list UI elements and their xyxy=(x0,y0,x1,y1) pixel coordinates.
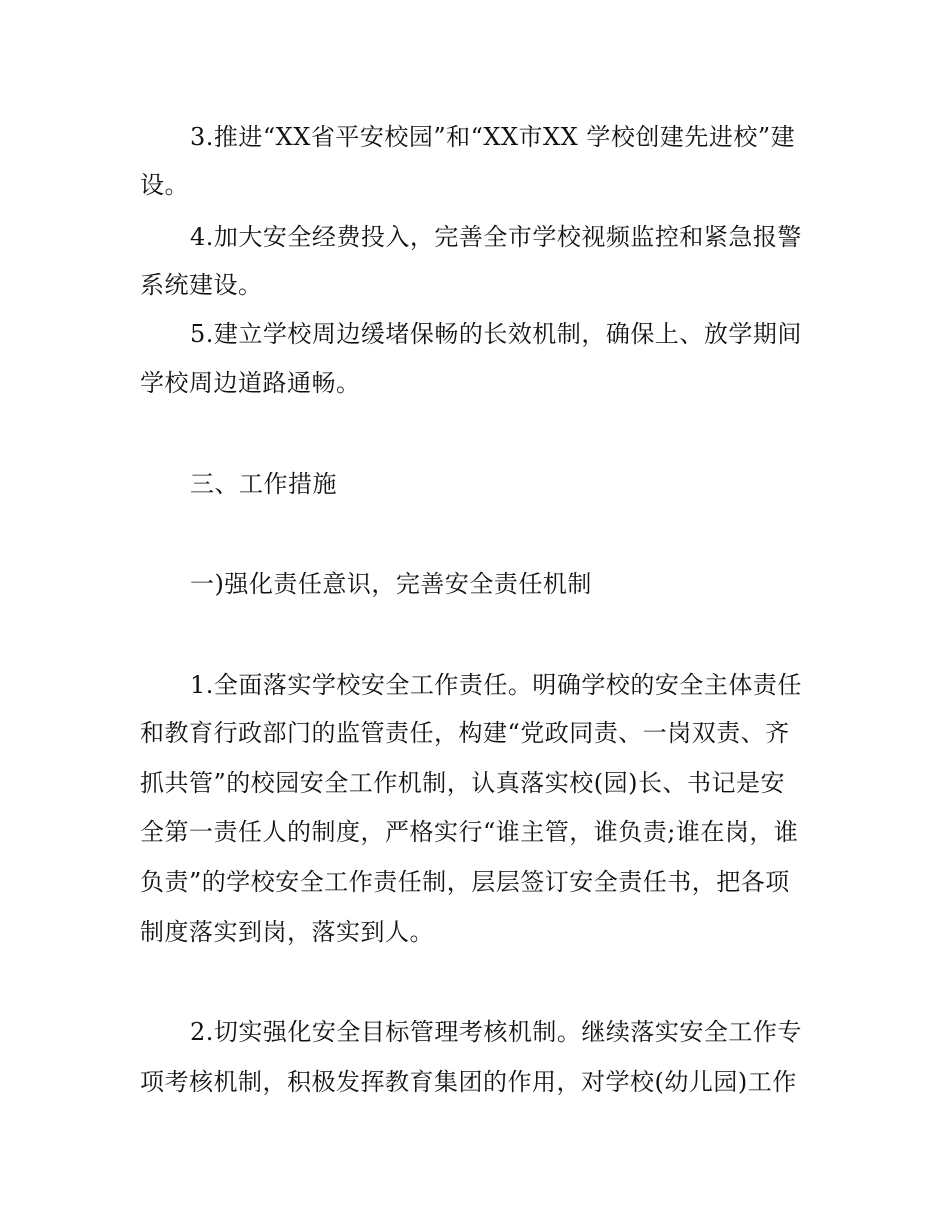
paragraph-line: 5.建立学校周边缓堵保畅的长效机制，确保上、放学期间 xyxy=(190,320,802,348)
paragraph-line: 负责”的学校安全工作责任制，层层签订安全责任书，把各项 xyxy=(140,868,790,896)
paragraph-line: 抓共管”的校园安全工作机制，认真落实校(园)长、书记是安 xyxy=(140,769,785,797)
paragraph-line: 4.加大安全经费投入，完善全市学校视频监控和紧急报警 xyxy=(190,223,802,251)
section-heading: 三、工作措施 xyxy=(190,470,337,498)
paragraph-line: 和教育行政部门的监管责任，构建“党政同责、一岗双责、齐 xyxy=(140,719,790,747)
paragraph-line: 项考核机制，积极发挥教育集团的作用，对学校(幼儿园)工作 xyxy=(140,1068,797,1096)
paragraph-line: 系统建设。 xyxy=(140,271,263,299)
paragraph-line: 设。 xyxy=(140,171,189,199)
paragraph-line: 全第一责任人的制度，严格实行“谁主管，谁负责;谁在岗，谁 xyxy=(140,818,799,846)
paragraph-line: 3.推进“XX省平安校园”和“XX市XX 学校创建先进校”建 xyxy=(190,123,796,151)
paragraph-line: 1.全面落实学校安全工作责任。明确学校的安全主体责任 xyxy=(190,671,802,699)
paragraph-line: 2.切实强化安全目标管理考核机制。继续落实安全工作专 xyxy=(190,1018,802,1046)
paragraph-line: 制度落实到岗，落实到人。 xyxy=(140,918,434,946)
subsection-heading: 一)强化责任意识，完善安全责任机制 xyxy=(190,570,592,598)
paragraph-line: 学校周边道路通畅。 xyxy=(140,369,361,397)
